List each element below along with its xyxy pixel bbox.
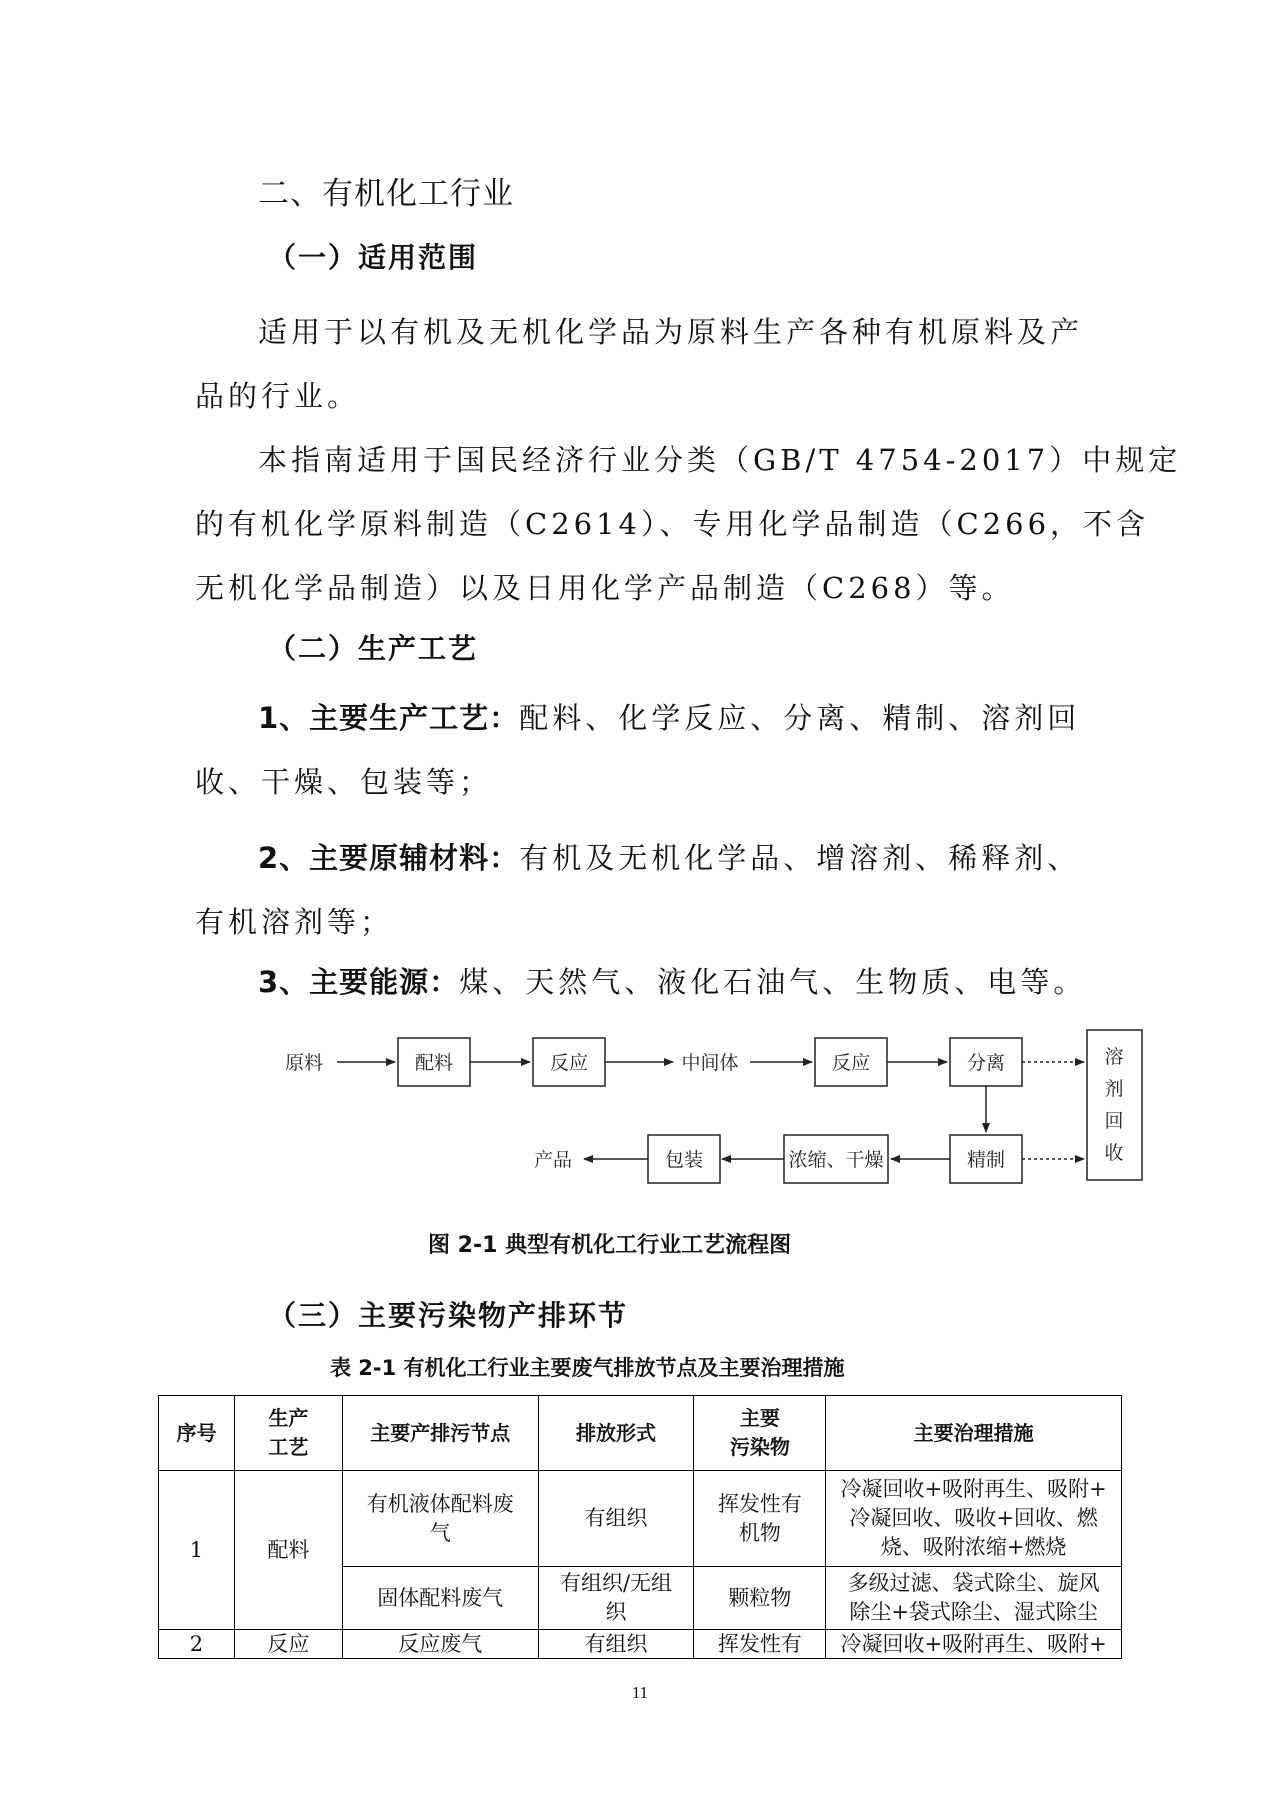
process-item1-label: 1、主要生产工艺： bbox=[258, 701, 520, 735]
flow-solvent-char: 剂 bbox=[1104, 1078, 1124, 1100]
process-item2-line2: 有机溶剂等； bbox=[195, 905, 394, 939]
table-row bbox=[159, 1471, 1122, 1567]
flow-intermediate-label: 中间体 bbox=[681, 1052, 739, 1074]
cell-measure-line3: 烧、吸附浓缩+燃烧 bbox=[880, 1535, 1067, 1559]
section-title: 二、有机化工行业 bbox=[258, 176, 514, 212]
figure-caption: 图 2-1 典型有机化工行业工艺流程图 bbox=[428, 1233, 792, 1258]
header-pollutant bbox=[694, 1396, 826, 1471]
flow-mix-label: 配料 bbox=[414, 1052, 454, 1074]
cell-measure bbox=[826, 1567, 1122, 1630]
header-form: 排放形式 bbox=[538, 1396, 694, 1471]
table-header-row bbox=[159, 1396, 1122, 1471]
header-pollutant-line2: 污染物 bbox=[729, 1435, 790, 1459]
process-item1-text: 配料、化学反应、分离、精制、溶剂回 bbox=[519, 701, 1081, 735]
flow-product-label: 产品 bbox=[533, 1149, 573, 1171]
header-process bbox=[234, 1396, 342, 1471]
scope-para2-line3: 无机化学品制造）以及日用化学产品制造（C268）等。 bbox=[195, 571, 1015, 605]
flow-pack-label: 包装 bbox=[664, 1149, 704, 1171]
cell-pollutant: 颗粒物 bbox=[694, 1567, 826, 1630]
flow-refine-label: 精制 bbox=[966, 1149, 1006, 1171]
cell-form-line2: 织 bbox=[605, 1600, 627, 1624]
flow-react1-label: 反应 bbox=[549, 1052, 589, 1074]
flow-solvent-char: 收 bbox=[1104, 1142, 1124, 1164]
header-process-line1: 生产 bbox=[268, 1406, 309, 1430]
process-item3-label: 3、主要能源： bbox=[258, 965, 460, 999]
emission-table bbox=[158, 1395, 1122, 1659]
header-measure: 主要治理措施 bbox=[826, 1396, 1122, 1471]
flow-react2-label: 反应 bbox=[831, 1052, 871, 1074]
cell-node-line2: 气 bbox=[429, 1520, 451, 1545]
scope-para1-line1: 适用于以有机及无机化学品为原料生产各种有机原料及产 bbox=[258, 315, 1084, 349]
header-pollutant-line1: 主要 bbox=[739, 1406, 780, 1430]
cell-form: 有组织 bbox=[538, 1471, 694, 1567]
cell-form-line1: 有组织/无组 bbox=[559, 1571, 673, 1595]
scope-heading: （一）适用范围 bbox=[268, 241, 479, 274]
scope-para1-line2: 品的行业。 bbox=[195, 379, 361, 413]
cell-measure-line2: 除尘+袋式除尘、湿式除尘 bbox=[849, 1600, 1098, 1624]
cell-measure-line2: 冷凝回收、吸收+回收、燃 bbox=[849, 1506, 1098, 1530]
header-process-line2: 工艺 bbox=[268, 1435, 309, 1459]
cell-no: 2 bbox=[159, 1630, 235, 1659]
cell-node bbox=[342, 1471, 538, 1567]
flow-solvent-char: 回 bbox=[1104, 1110, 1124, 1132]
scope-para2-line2: 的有机化学原料制造（C2614）、专用化学品制造（C266，不含 bbox=[195, 507, 1150, 541]
cell-pollutant-line2: 机物 bbox=[738, 1520, 781, 1545]
pollution-heading: （三）主要污染物产排环节 bbox=[268, 1299, 629, 1332]
flow-concentrate-dry-label: 浓缩、干燥 bbox=[788, 1149, 884, 1171]
cell-form: 有组织 bbox=[538, 1630, 694, 1659]
cell-node: 反应废气 bbox=[342, 1630, 538, 1659]
cell-pollutant-line1: 挥发性有 bbox=[717, 1491, 802, 1516]
header-node: 主要产排污节点 bbox=[342, 1396, 538, 1471]
header-no: 序号 bbox=[159, 1396, 235, 1471]
cell-node-line1: 有机液体配料废 bbox=[366, 1491, 514, 1516]
flow-raw-label: 原料 bbox=[285, 1052, 324, 1074]
cell-measure-line1: 冷凝回收+吸附再生、吸附+ bbox=[840, 1477, 1107, 1501]
cell-process: 配料 bbox=[234, 1471, 342, 1630]
scope-para2-line1: 本指南适用于国民经济行业分类（GB/T 4754-2017）中规定 bbox=[258, 443, 1182, 477]
cell-pollutant bbox=[694, 1471, 826, 1567]
page-number: 11 bbox=[631, 1683, 649, 1702]
cell-no: 1 bbox=[159, 1471, 235, 1630]
cell-measure: 冷凝回收+吸附再生、吸附+ bbox=[826, 1630, 1122, 1659]
cell-measure bbox=[826, 1471, 1122, 1567]
process-item2-text: 有机及无机化学品、增溶剂、稀释剂、 bbox=[519, 841, 1081, 875]
process-item1-line2: 收、干燥、包装等； bbox=[195, 765, 493, 799]
cell-node: 固体配料废气 bbox=[342, 1567, 538, 1630]
cell-form bbox=[538, 1567, 694, 1630]
cell-measure-line1: 多级过滤、袋式除尘、旋风 bbox=[847, 1571, 1100, 1595]
flow-separate-label: 分离 bbox=[966, 1052, 1006, 1074]
process-heading: （二）生产工艺 bbox=[268, 632, 479, 665]
flow-solvent-char: 溶 bbox=[1104, 1046, 1124, 1068]
process-item2-label: 2、主要原辅材料： bbox=[258, 841, 520, 875]
cell-process: 反应 bbox=[234, 1630, 342, 1659]
table-caption: 表 2-1 有机化工行业主要废气排放节点及主要治理措施 bbox=[330, 1356, 845, 1380]
process-item3-text: 煤、天然气、液化石油气、生物质、电等。 bbox=[459, 965, 1087, 999]
table-row bbox=[159, 1630, 1122, 1659]
cell-pollutant: 挥发性有 bbox=[694, 1630, 826, 1659]
